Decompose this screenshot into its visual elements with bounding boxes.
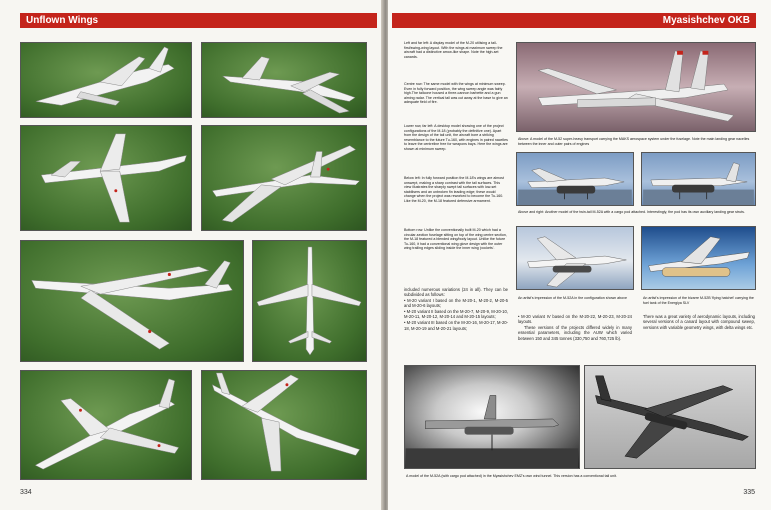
aircraft-model-illustration bbox=[21, 43, 191, 117]
caption-m52-maks: Above: A model of the M-52 super-heavy transport carrying the MAKS aerospace system under the fuselage. Note the main landing gear nacelles between the inner and outer pairs of engines bbox=[518, 137, 750, 146]
caption-m20-min-sweep: Centre row: The same model with the wings at minimum sweep. Even in fully forward position, the wing sweep angle was fairly high.The tailcone housed a three-cannon barbette and a gun aiming radar. The vertical tail was cut away at the base to give an adequate field of fire. bbox=[404, 82, 508, 105]
photo-m52a-artist-impression bbox=[516, 226, 634, 290]
body-paragraph: • M-20 variant III based on the M-20-16, M-20-17, M-20-18, M-20-19 and M-20-21 layouts; bbox=[404, 320, 508, 331]
caption-m20-max-sweep: Left and far left: A display model of the M-20 utilising a tail-first/swing-wing layout. With the wings at maximum sweep the aircraft had a distinctive arrow-like shape. Note the high-set canards. bbox=[404, 41, 503, 59]
right-running-header: Myasishchev OKB bbox=[392, 13, 756, 28]
photo-m52a-wind-tunnel bbox=[404, 365, 580, 469]
caption-wind-tunnel: A model of the M-52A (with cargo pod attached) in the Myasishchev EMZ's own wind tunnel. This version has a conventional tail unit. bbox=[406, 474, 617, 478]
caption-m18-desktop: Lower row, far left: A desktop model showing one of the project configurations of the M-18 (probably the definitive one). Apart from the design of the tail unit, the aircraft bore a striking resemblance to the future Tu-160, with engines in paired nacelles to leave the centreline free for weapons bays. Here the wings are shown at minimum sweep. bbox=[404, 124, 508, 151]
photo-m52-maks-model bbox=[516, 42, 756, 132]
body-column-right bbox=[643, 314, 755, 330]
right-page bbox=[388, 0, 771, 510]
left-page-number: 334 bbox=[20, 489, 32, 496]
caption-m52a-artist: An artist's impression of the M-52A in the configuration shown above bbox=[518, 296, 627, 300]
body-paragraph: included numerous variations (24 in all). They can be subdivided as follows: bbox=[404, 287, 508, 298]
body-text-variants bbox=[404, 287, 508, 331]
caption-m18-bottom-row: Bottom row: Unlike the conventionally built M-20 which had a circular-section fuselage sitting on top of the wing centre section, the M-18 featured a blended wing/body layout. Unlike the future Tu-160, it had a conventional wing glove design with the outer wing trailing edges sliding inside the inner wing 'pockets'. bbox=[404, 228, 507, 251]
photo-m20-model-max-sweep-front bbox=[201, 42, 367, 118]
photo-m52a-cargo-pod-left bbox=[516, 152, 634, 206]
body-paragraph: These versions of the projects differed widely in many essential parameters, including the AUW which varied between 150 and 345 tonnes (330,750 and 760,725 lb). bbox=[518, 325, 632, 341]
body-paragraph: • M-20 variant IV based on the M-20-22, M-20-23, M-20-24 layouts. bbox=[518, 314, 632, 325]
photo-m18-model-bottom-left bbox=[20, 370, 192, 480]
body-paragraph: • M-20 variant I based on the M-20-1, M-20-2, M-20-5 and M-20-6 layouts; bbox=[404, 298, 508, 309]
caption-m52b-artist: An artist's impression of the bizarre M-52B 'flying hatchet' carrying the fuel tank of the Energiya SLV bbox=[643, 296, 754, 305]
photo-m52a-model-dark bbox=[584, 365, 756, 469]
photo-m18-desktop-model-top-view bbox=[252, 240, 367, 362]
body-paragraph: • M-20 variant II based on the M-20-7, M-20-9, M-20-10, M-20-11, M-20-12, M-20-14 and M-20-15 layouts; bbox=[404, 309, 508, 320]
left-page bbox=[0, 0, 383, 510]
photo-m20-model-min-sweep-top bbox=[20, 125, 192, 231]
photo-m18-model-bottom-right bbox=[201, 370, 367, 480]
photo-m52b-flying-hatchet bbox=[641, 226, 756, 290]
left-running-header: Unflown Wings bbox=[20, 13, 377, 28]
right-page-number: 335 bbox=[743, 489, 755, 496]
body-column-middle bbox=[518, 314, 632, 341]
caption-m18-forward: Below left: In fully forward position the M-18's wings are almost unswept, making a sharp contrast with the tail surfaces. This view illustrates the sharply swept tail surfaces with low-set stabilisers and an unbroken fin leading edge; these would change when the project was reworked to become the Tu-160. Like the M-20, the M-18 featured defensive armament. bbox=[404, 176, 504, 203]
photo-m18-desktop-model-min-sweep bbox=[20, 240, 244, 362]
photo-m52a-cargo-pod-right bbox=[641, 152, 756, 206]
caption-m52a-cargo-pod: Above and right: Another model of the twin-tail M-52A with a cargo pod attached. Interestingly, the pod has its own auxiliary landing gear struts. bbox=[518, 210, 745, 214]
photo-m20-model-max-sweep-side bbox=[20, 42, 192, 118]
body-paragraph: There was a great variety of aerodynamic layouts, including several versions of a canard layout with compound sweep, versions with variable geometry wings, with delta wings etc. bbox=[643, 314, 755, 330]
photo-m20-model-min-sweep-oblique bbox=[201, 125, 367, 231]
